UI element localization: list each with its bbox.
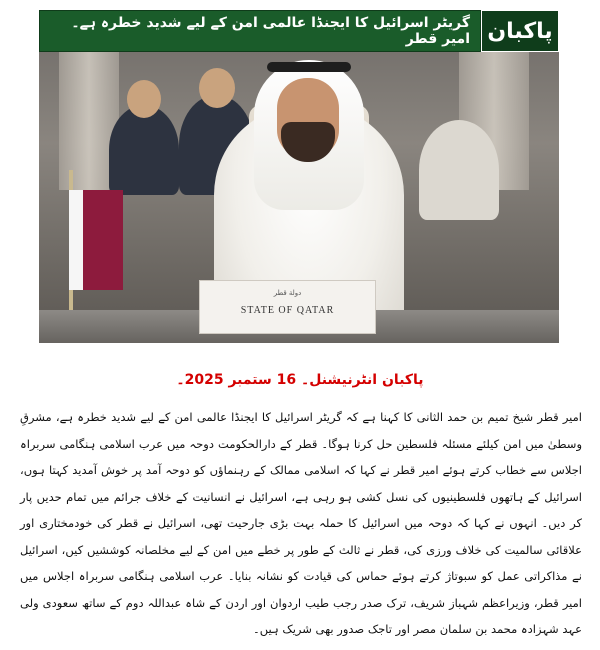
background-delegate-head [199,68,235,108]
headline-text: گریٹر اسرائیل کا ایجنڈا عالمی امن کے لیے شدید خطرہ ہے۔ امیر قطر [39,10,481,52]
qatar-flag-white-band [69,190,83,290]
background-delegate [109,105,179,195]
article-body: امیر قطر شیخ تمیم بن حمد الثانی کا کہنا ہے کہ گریٹر اسرائیل کا ایجنڈا عالمی امن کے لیے شدید خطرہ ہے، مشرقِ وسطیٰ میں امن کیلئے مسئلہ فلسطین حل کرنا ہوگا۔ قطر کے دارالحکومت دوحہ میں عرب اسلامی ہنگامی سربراہ اجلاس سے خطاب کرتے ہوئے امیر قطر نے کہا کہ اسلامی ممالک کے رہنماؤں کو دوحہ آمد پر خوش آمدید کہتا ہوں، اسرائیل کے ہاتھوں فلسطینیوں کی نسل کشی ہو رہی ہے، اسرائیل نے انسانیت کے خلاف جرائم میں تمام حدیں پار کر دیں۔ انہوں نے کہا کہ دوحہ میں اسرائیل کا حملہ بہت بڑی جارحیت تھی، اسرائیل نے قطر کی خودمختاری اور علاقائی سالمیت کی خلاف ورزی کی، قطر نے ثالث کے طور پر خطے میں امن کے لیے مخلصانہ کوششیں کیں، اسرائیل نے مذاکراتی عمل کو سبوتاژ کرتے ہوئے حماس کی قیادت کو نشانہ بنایا۔ عرب اسلامی ہنگامی سربراہ اجلاس میں امیر قطر، وزیراعظم شہباز شریف، ترک صدر رجب طیب اردوان اور اردن کے شاہ عبداللہ دوم کے ساتھ سعودی ولی عہد شہزادہ محمد بن سلمان مصر اور تاجک صدور بھی شریک ہیں۔ [20,410,582,636]
headline-banner [39,10,559,52]
name-placard [199,280,376,334]
placard-arabic-text: دولة قطر [273,289,302,297]
placard-english-text: STATE OF QATAR [240,305,335,316]
background-delegate [419,120,499,220]
dateline: پاکبان انٹرنیشنل۔ 16 ستمبر 2025۔ [176,372,424,388]
brand-logo: پاکبان [481,10,559,52]
speaker-agal [267,62,351,72]
background-delegate-head [127,80,161,118]
news-photo [39,10,559,343]
